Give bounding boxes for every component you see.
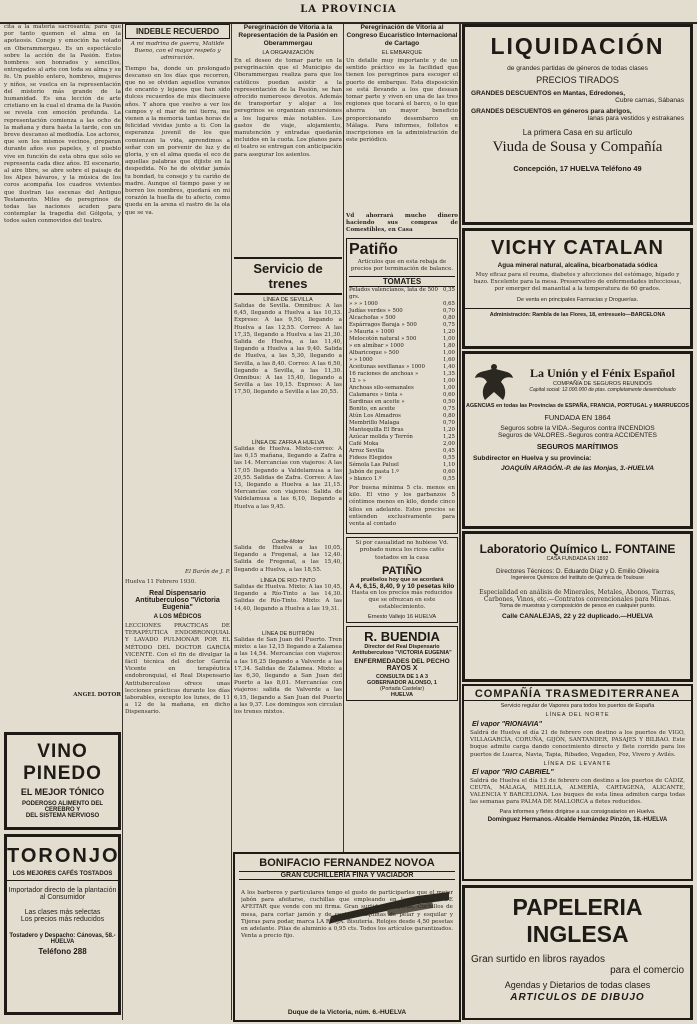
liq-l9: Concepción, 17 HUELVA Teléfono 49	[513, 164, 642, 173]
price-item: Jabón de pasta 1.º	[349, 469, 399, 476]
ad-patino	[346, 238, 458, 535]
liq-l5: GRANDES DESCUENTOS en géneros para abrigos,	[471, 108, 632, 115]
price-row	[349, 357, 455, 364]
article3-sub: A LOS MÉDICOS	[153, 614, 202, 621]
liq-l3: GRANDES DESCUENTOS en Mantas, Edredones,	[471, 90, 626, 97]
papeleria-title: PAPELERIA INGLESA	[512, 894, 643, 947]
bonifacio-subtitle: GRAN CUCHILLERÍA FINA Y VACIADOR	[239, 871, 455, 880]
papeleria-l2: para el comercio	[610, 965, 684, 976]
price-item: Atún Los Almadros	[349, 413, 401, 420]
ad-toronjo-subtitle: LOS MEJORES CAFÉS TOSTADOS	[12, 871, 113, 877]
ad-fontaine	[462, 531, 693, 682]
price-value: 1,00	[442, 350, 455, 357]
phoenix-icon	[473, 362, 515, 402]
article5-sub: EL EMBARQUE	[381, 50, 423, 56]
vichy-l3: De venta en principales Farmacias y Droguerías.	[516, 296, 639, 303]
trenes-linea2: LÍNEA DE ZAFRA A HUELVA	[251, 440, 325, 446]
article-signature: ANGEL DOTOR	[73, 692, 121, 698]
article2-epigraph: A mi madrina de guerra, Matilde Bueno, con el mayor respeto y admiración.	[130, 41, 225, 62]
trasmed-l6: El vapor "RIO CABRIEL"	[472, 768, 554, 776]
price-value: 0,45	[442, 448, 455, 455]
price-row	[349, 378, 455, 385]
price-row	[349, 434, 455, 441]
patino2-intro: Si por casualidad no hubiese Vd. probado nunca los ricos cafés tostados en la casa	[355, 540, 449, 561]
article3-text: LECCIONES PRÁCTICAS DE TERAPÉUTICA ENDOBRONQUIAL Y LAVADO PULMONAR POR EL MÉTODO DEL DOCTOR GARCÍA VICENTE. Con el fin de divulgar la fácil técnica del doctor García Vicente en terapéutica endobronquial, el Real Dispensario Antituberculoso ofrece unas lecciones prácticas durante los días laborables, excepto los lunes, de 11 a 12 de la mañana, en dicho Dispensario.	[125, 623, 230, 716]
buendia-address: GOBERNADOR ALONSO, 1	[367, 680, 437, 687]
article4-sub: LA ORGANIZACIÓN	[262, 50, 314, 56]
ad-vino-line2: DEL SISTEMA NERVIOSO	[25, 813, 100, 819]
union-l2: Capital social: 12.000.000 de ptas. completamente desembolsado	[529, 387, 676, 393]
price-value: 2,00	[442, 441, 455, 448]
price-row	[349, 399, 455, 406]
price-row	[349, 336, 455, 343]
price-item: Alcachofas » 500	[349, 315, 396, 322]
liq-l1: de grandes partidas de géneros de todas clases	[507, 65, 648, 72]
patino2-address: Ernesto Vallejo 16 HUELVA	[367, 614, 437, 621]
ad-vino-line1: PODEROSO ALIMENTO DEL CEREBRO Y	[21, 801, 103, 813]
patino-conditions: Por buena mínima 5 cts. menos en kilo. El vino y los garbanzos 5 céntimos menos en kilo, donde cinco kilos en adelante. Estos precios se entienden exclusivamente para venta al contado	[349, 485, 455, 528]
price-value: 1,00	[442, 378, 455, 385]
trenes-text4: Salidas de San Juan del Puerto. Tren mixto: a las 12,15 llegando a Zalamea a las 14,54. Mercancías con viajeros: a las 16,25 llegando a Valverde a las 17,34. Salidas de Zalamea. Mixto: a las 6,30, llegando a San Juan del Puerto a las 8,01. Mercancías con viajeros: salida de Valverde a las 6,15, llegando a San Juan del Puerto a las 9,37. Los domingos son circulan los trenes mixtos.	[234, 637, 342, 716]
price-value: 1,20	[442, 329, 455, 336]
union-l1: COMPAÑÍA DE SEGUROS REUNIDOS	[552, 381, 653, 387]
price-item: Café Moka	[349, 441, 379, 448]
price-value: 1,00	[442, 336, 455, 343]
ad-vichy	[462, 228, 693, 349]
price-item: Bonito, en aceite	[349, 406, 396, 413]
price-item: Espárragos Baraja » 500	[349, 322, 417, 329]
ad-toronjo-line2: al Consumidor	[39, 894, 86, 901]
union-l8: Subdirector en Huelva y su provincia:	[473, 455, 592, 462]
price-row	[349, 462, 455, 469]
price-row	[349, 301, 455, 308]
price-value: 0,75	[442, 406, 455, 413]
column-4	[346, 24, 458, 849]
union-l4: FUNDADA EN 1864	[544, 413, 611, 422]
price-item: » » » 1000	[349, 301, 378, 308]
trasmed-l9: Domínguez Hermanos.-Alcalde Hernández Pinzón, 18.-HUELVA	[487, 816, 668, 823]
trasmed-title: COMPAÑÍA TRASMEDITERRANEA	[474, 688, 681, 700]
patino-note: Vd ahorrará mucho dinero haciendo sus compras de Comestibles, en Casa	[346, 213, 458, 234]
ad-union-fenix	[462, 351, 693, 529]
patino2-title: PATIÑO	[382, 564, 422, 577]
trasmed-l4: Saldrá de Huelva el día 21 de febrero con destino a los puertos de VIGO, VILLAGARCÍA, CORUÑA, GIJÓN, SANTANDER, PASAJES Y BILBAO. Este buque admite carga dando conocimiento directo y flete corrido para los puertos de Luarca, Navia, Tapia, Ribadeo, Vegadeo, Foz, Vivero y Avilés.	[470, 730, 685, 758]
price-value: 1,00	[442, 385, 455, 392]
column-rule	[231, 24, 232, 1020]
buendia-address2: (Portada Castelar)	[379, 686, 425, 693]
price-item: Albaricoque » 500	[349, 350, 399, 357]
buendia-rayos: RAYOS X	[386, 665, 418, 673]
column-2	[125, 24, 230, 1020]
price-item: » » 1000	[349, 357, 373, 364]
price-list	[349, 287, 455, 483]
price-row	[349, 413, 455, 420]
price-item: Azúcar molida y Terrón	[349, 434, 413, 441]
trenes-coche-motor: Coche-Motor	[271, 539, 305, 545]
fontaine-l3: Ingenieros Químicos del Instituto de Química de Toulouse	[511, 575, 644, 581]
liq-l8: Viuda de Sousa y Compañía	[492, 139, 663, 155]
price-value: 1,20	[442, 427, 455, 434]
article4-text: En el deseo de tomar parte en la peregrinación que el Municipio de Oberammergau realiza para que los católicos puedan asistir a la representación de la Pasión, se han ofrecido numerosos devotos. Además de transportar y alojar a los peregrinos se organizan excursiones a los lugares más notables. Los gastos de viaje, alojamiento, manutención y entradas quedarán incluidos en la cuota. Los planos para el teatro se entregan con anticipación para asegurar los asientos.	[234, 58, 342, 158]
price-item: » Mauria » 1000	[349, 329, 395, 336]
ad-vino-title: VINO PINEDO	[23, 741, 102, 784]
union-title: La Unión y el Fénix Español	[529, 366, 676, 380]
liq-l2: PRECIOS TIRADOS	[536, 75, 619, 85]
price-item: Membrillo Malaga	[349, 420, 400, 427]
price-item: Aceitunas sevillanas » 1000	[349, 364, 425, 371]
trenes-text2: Salidas de Huelva. Mixto-correo: A las 6,15 mañana, llegando a Zafra a las 14. Mercancías con viajeros: A las 17,05 llegando a Valdelamusa a las 20,55. Salidas de Zafra. Correo: A las 13, llegando a Huelva a las 21,15. Mercancías con viajeros: Salida de Valdelamusa a las 6,10, llegando a Huelva a las 9,45.	[234, 446, 342, 510]
column-5	[462, 24, 693, 1020]
trenes-text1: Salidas de Sevilla. Ómnibus: A las 6,45, llegando a Huelva a las 10,33. Expreso: A las 9,50, llegando a Huelva a las 12,55. Correo: A las 17,35, llegando a Huelva a las 21,30. Salida de Huelva, a las 11,40, llegando a Huelva a las 9,40. Salida de Huelva, a las 5,30, llegando a Sevilla, a las 8,40. Correo: A las 6,50, llegando a Sevilla, a las 11,30. Ómnibus: A las 15,40, llegando a Sevilla a las 19,15. Expreso: A las 17,50, llegando a Sevilla a las 20,55.	[234, 303, 342, 396]
price-item: Fideos Elegidos	[349, 455, 393, 462]
patino2-note: Hasta en los precios más reducidos que se ofrezcan en este establecimiento.	[351, 589, 453, 611]
price-item: Arroz Sevilla	[349, 448, 385, 455]
price-value: 0,80	[442, 413, 455, 420]
trenes-title: Servicio de trenes	[234, 257, 342, 295]
trenes-linea1: LÍNEA DE SEVILLA	[263, 297, 313, 303]
ad-toronjo-line1: Importador directo de la plantación	[8, 887, 117, 894]
price-value: 0,80	[442, 315, 455, 322]
column-3	[234, 24, 342, 849]
price-item: » blanco 1.º	[349, 476, 382, 483]
fontaine-l2: Directores Técnicos: D. Eduardo Díaz y D. Emilio Oliveira	[496, 568, 659, 575]
trasmed-l7: Saldrá de Huelva el día 13 de febrero con destino a los puertos de CÁDIZ, CEUTA, MÁLAGA, MELILLA, ALMERÍA, CARTAGENA, ALICANTE, VALENCIA Y BARCELONA. Los buques de esta línea admiten carga todas las semanas para PALMA DE MALLORCA a fletes reducidos.	[470, 777, 685, 806]
liq-l4: Cubre camas, Sábanas	[615, 97, 684, 104]
patino-sub: Artículos que en esta rebaja de precios por terminación de balance.	[350, 258, 454, 272]
trasmed-l2: LÍNEA DEL NORTE	[545, 712, 610, 718]
price-item: Anchoas silo-semanales	[349, 385, 414, 392]
bonifacio-address: Duque de la Victoria, núm. 6.-HUELVA	[287, 1009, 407, 1016]
price-value: 1,25	[442, 434, 455, 441]
ad-toronjo-line5: Tostadero y Despacho: Cánovas, 58.-HUELVA	[9, 933, 116, 945]
price-row	[349, 392, 455, 399]
trenes-text3: Salida de Huelva a las 10,05, llegando a Fregenal, a las 12,40. Salida de Fregenal, a las 15,40, llegando a Huelva, a las 18,55.	[234, 545, 342, 573]
ad-vino-subtitle: EL MEJOR TÓNICO	[20, 787, 105, 797]
price-value: 0,65	[442, 301, 455, 308]
price-row	[349, 329, 455, 336]
trenes-linea3: LÍNEA DE RIO-TINTO	[260, 578, 316, 584]
price-value: 0,75	[442, 322, 455, 329]
price-value: 0,50	[442, 399, 455, 406]
price-value: 0,70	[442, 308, 455, 315]
page-header	[0, 0, 697, 24]
price-row	[349, 406, 455, 413]
price-item: Melocotón natural » 500	[349, 336, 417, 343]
buendia-sub: Director del Real Dispensario Antituberculoso "VICTORIA EUGENIA"	[352, 644, 452, 657]
price-row	[349, 441, 455, 448]
price-row	[349, 469, 455, 476]
article4-title: Peregrinación de Vitoria a la Representación de la Pasión en Oberammergau	[238, 24, 338, 47]
papeleria-l1: Gran surtido en libros rayados	[471, 954, 605, 965]
vichy-l2: Muy eficaz para el reuma, diabetes y afecciones del estómago, hígado y bazo. Excelente para la mesa. Preservativo de enfermedades infecciosas, por emerger del manantial a la temperatura de 60 grados.	[473, 272, 682, 293]
price-row	[349, 322, 455, 329]
price-item: 12 » »	[349, 378, 366, 385]
fontaine-title: Laboratorio Químico L. FONTAINE	[479, 542, 676, 556]
article-text: cita a la materia sacrosanta; para que por tanto quemen el alma en la apoteosis. Conejo y emoción ha volado en Oberammergau. Es un espectáculo sobre la acción de la Pasión. Estos hombres son honrados y sencillos, entregados al arte con toda su alma y su fe. Un pueblo entero, hombres, mujeres y niños, se vuelca en la representación del misterio más grande de la humanidad. Es una lección de arte cristiano en la cual el drama de la Pasión se revela con emoción profunda. La representación comienza a las ocho de la mañana y dura hasta la tarde, con un breve descanso al mediodía. Los actores, que son los mismos vecinos, preparan durante años sus papeles, y el pueblo vive en función de esta obra que sólo se representa cada diez años. El escenario, al aire libre, se abre sobre el paisaje de los Alpes bávaros, y la música de los coros acompaña los cuadros vivientes que ilustran las escenas del Antiguo Testamento. Miles de peregrinos de todas las naciones acuden para contemplar la tragedia del Gólgota, y todos salen conmovidos del teatro.	[4, 24, 121, 225]
price-row	[349, 385, 455, 392]
price-row	[349, 420, 455, 427]
trasmed-l5: LÍNEA DE LEVANTE	[543, 760, 612, 767]
union-l3: AGENCIAS en todas las Provincias de ESPAÑA, FRANCIA, PORTUGAL y MARRUECOS	[466, 403, 689, 409]
price-value: 0,55	[442, 455, 455, 462]
price-value: 0,70	[442, 420, 455, 427]
buendia-spec: ENFERMEDADES DEL PECHO	[354, 658, 450, 666]
price-value: 1,10	[442, 462, 455, 469]
ad-bonifacio	[233, 852, 461, 1022]
ad-toronjo-line3: Las clases más selectas	[24, 909, 101, 916]
price-row	[349, 315, 455, 322]
ad-buendia	[346, 626, 458, 701]
ad-papeleria	[462, 885, 693, 1020]
fontaine-l1: CASA FUNDADA EN 1892	[546, 556, 609, 562]
price-row	[349, 427, 455, 434]
article2-title: INDEBLE RECUERDO	[125, 24, 230, 39]
price-row	[349, 476, 455, 483]
bonifacio-title: BONIFACIO FERNANDEZ NOVOA	[259, 857, 435, 869]
price-item: Sardinas en aceite »	[349, 399, 405, 406]
ad-toronjo	[4, 834, 121, 1015]
price-item: 16 raciones de anchoas »	[349, 371, 419, 378]
price-row	[349, 287, 455, 301]
trasmed-l1: Servicio regular de Vapores para todos los puertos de España	[464, 700, 691, 709]
ad-vino-pinedo	[4, 732, 121, 830]
ad-toronjo-line4: Los precios más reducidos	[20, 916, 105, 923]
patino-title: Patiño	[349, 240, 398, 258]
article5-title: Peregrinación de Vitoria al Congreso Eucarístico Internacional de Cartago	[346, 24, 458, 47]
price-value: 1,35	[442, 371, 455, 378]
vichy-l1: Agua mineral natural, alcalina, bicarbonatada sódica	[497, 262, 658, 269]
buendia-city: HUELVA	[390, 692, 414, 699]
buendia-title: R. BUENDIA	[364, 629, 440, 645]
newspaper-name: LA PROVINCIA	[300, 4, 397, 15]
liq-title: LIQUIDACIÓN	[490, 33, 665, 59]
price-value: 1,40	[442, 364, 455, 371]
bonifacio-text: A los barberos y particulares tengo el gusto de participarles que el mejor jabón para afeitarse, cuchillas que empleando en las NAVAJAS DE AFEITAR que vende con mi firma. Gran surtido en Tijeras, Cuchillos de mesa, para cortar jamón y de cocina. Máquinas de pelar y esquilar y Tijeras para podar, marca LA RIOJA. Bisutería. Relojes desde 4,50 pesetas en adelante. Pilas de aluminio a 0,95 cts. Todos los artículos garantizados. Venta a precio fijo.	[241, 890, 453, 940]
price-item: Judías verdes » 500	[349, 308, 403, 315]
fontaine-l4: Especialidad en análisis de Minerales, Metales, Abonos, Tierras, Carbones, Vinos, etc.—Contratos convencionales para Minas.	[479, 589, 676, 604]
patino-category: TOMATES	[349, 276, 455, 287]
price-value: 1,80	[442, 343, 455, 350]
patino2-text: pruébelos hoy que se acordará	[360, 576, 444, 583]
price-row	[349, 308, 455, 315]
papeleria-l3: Agendas y Dietarios de todas clases	[504, 980, 651, 990]
price-row	[349, 364, 455, 371]
liq-l7: La primera Casa en su artículo	[522, 128, 633, 137]
union-l7: SEGUROS MARÍTIMOS	[536, 442, 619, 451]
price-item: Pelados valencianos, lata de 500 grs.	[349, 287, 438, 301]
price-value: 0,35	[442, 287, 455, 294]
ad-toronjo-line6: Teléfono 288	[38, 947, 87, 956]
buendia-hours: CONSULTA DE 1 A 3	[376, 674, 428, 681]
article5-text: Un detalle muy importante y de un sentido práctico es la facilidad que tienen los peregrinos para escoger el puerto de embarque. Esta disposición se está llevando a los que desean tomar parte y viven en una de las tres regiones que tocará el barco, o lo que ahorra un mayor beneficio proporcionando desembarco en Málaga. Para informes, folletos e inscripciones en la administración de este periódico.	[346, 58, 458, 144]
ad-liquidacion	[462, 24, 693, 225]
price-value: 0,60	[442, 469, 455, 476]
article2-date: Huelva 11 Febrero 1930.	[125, 578, 197, 585]
article3-title: Real Dispensario Antituberculoso "Victoria Eugenia"	[135, 590, 220, 612]
column-rule	[122, 24, 123, 1020]
price-row	[349, 343, 455, 350]
vichy-title: VICHY CATALAN	[491, 237, 664, 259]
price-row	[349, 350, 455, 357]
liq-l6: lanas para vestidos y estrakanes	[587, 115, 684, 122]
union-l9: JOAQUÍN ARAGÓN.-P. de las Monjas, 3.-HUELVA	[500, 465, 655, 472]
ad-toronjo-title: TORONJO	[7, 845, 120, 867]
article2-signature: El Barón de J. P.	[185, 568, 230, 575]
price-item: » en almíbar » 1000	[349, 343, 404, 350]
price-item: Calamares » tinta »	[349, 392, 403, 399]
patino2-prices: A 4, 6,15, 8,40, 9 y 10 pesetas kilo	[349, 582, 455, 590]
price-item: Sémola Las Paluel	[349, 462, 399, 469]
price-value: 0,55	[442, 476, 455, 483]
union-l5: Seguros sobre la VIDA.-Seguros contra INCENDIOS	[500, 425, 655, 432]
union-l6: Seguros de VALORES.-Seguros contra ACCIDENTES	[498, 432, 657, 439]
article2-text: Tiempo ha, donde un prolongado descanso en los días que recorren, que no se olvidan aquellos veranos de encanto y lejanos que han sido dulces recuerdos de mis diecinueve años. Y ahora que vuelvo a ver los campos y el mar de mi tierra, me vienen a la memoria tantas horas de felicidad vividas junto a ti. Con la esperanza juvenil de los que comienzan la vida, aprendimos a soñar con un porvenir de luz y de gloria, y en el alma queda el eco de aquellas palabras que dijiste en la despedida. No he de olvidar jamás tu bondad, tu consejo y tu cariño de madre. Aunque el tiempo pase y se borren los nombres, quedará en mi corazón la huella de tu afecto, como queda en la arena el rastro de la ola que se va.	[125, 65, 230, 216]
column-1	[4, 24, 121, 1020]
price-row	[349, 455, 455, 462]
trenes-linea4: LÍNEA DE BUITRÓN	[262, 631, 314, 637]
price-row	[349, 371, 455, 378]
trasmed-l3: El vapor "RIONAVIA"	[472, 721, 542, 728]
vichy-l4: Administración: Rambla de las Flores, 18, entresuelo—BARCELONA	[465, 308, 690, 318]
price-item: Mantequilla El Bras	[349, 427, 404, 434]
trenes-text3b: Salidas de Huelva. Mixto: A las 10,45, llegando a Río-Tinto a las 14,30. Salidas de Río-Tinto. Mixto: A las 14,40, llegando a Huelva a las 19,31.	[234, 584, 342, 612]
ad-patino-cafe	[346, 537, 458, 623]
papeleria-l4: ARTICULOS DE DIBUJO	[510, 992, 645, 1003]
fontaine-l5: Toma de muestras y composición de pesos en cualquier punto.	[499, 603, 656, 610]
fontaine-l6: Calle CANALEJAS, 22 y 22 duplicado.—HUELVA	[501, 613, 654, 621]
price-row	[349, 448, 455, 455]
ad-trasmediterranea	[462, 684, 693, 881]
price-value: 1,60	[442, 357, 455, 364]
trasmed-l8: Para informes y fletes dirigirse a sus consignatarios en Huelva.	[499, 808, 656, 815]
price-value: 0,60	[442, 392, 455, 399]
